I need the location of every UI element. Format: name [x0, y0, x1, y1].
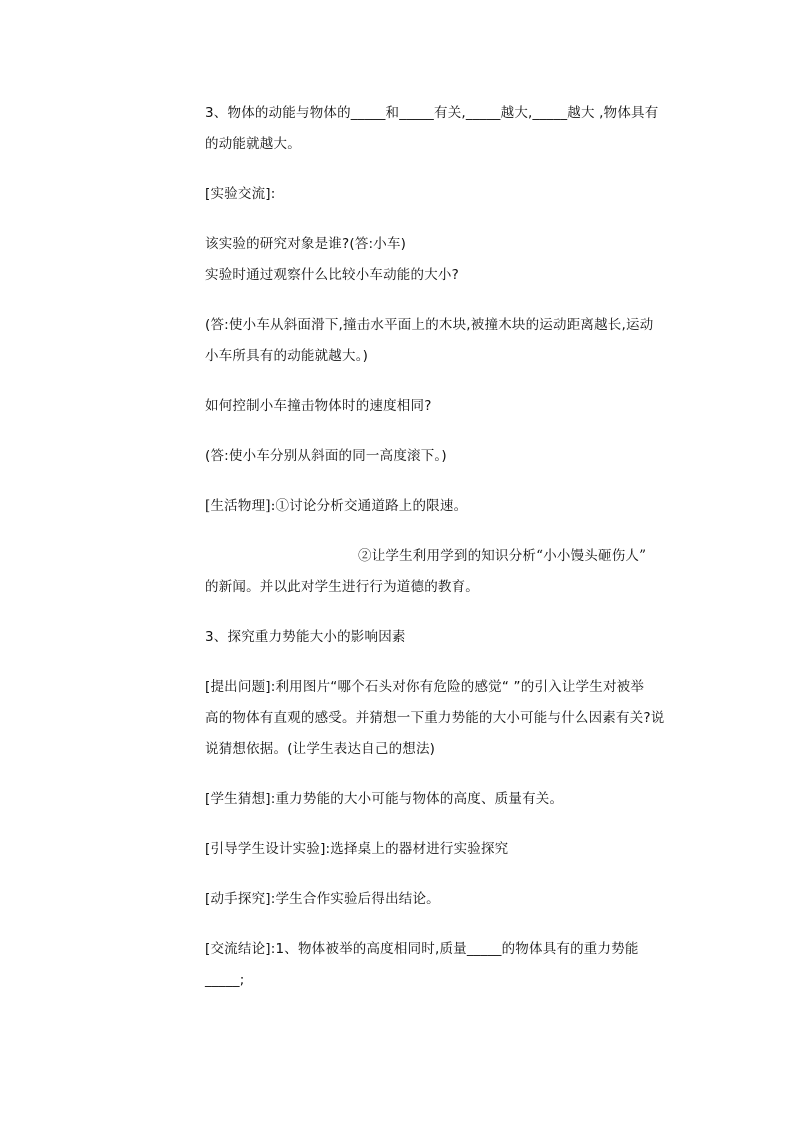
exchange-conclusion-cont: _____;	[205, 972, 245, 988]
guide-design-experiment: [引导学生设计实验]:选择桌上的器材进行实验探究	[205, 841, 509, 857]
kinetic-energy-question-cont: 的动能就越大。	[205, 136, 301, 152]
raise-question: [提出问题]:利用图片“哪个石头对你有危险的感觉“ ”的引入让学生对被举	[205, 679, 645, 695]
answer-control-speed: (答:使小车分别从斜面的同一高度滚下。)	[205, 448, 447, 464]
section-heading-experiment-exchange: [实验交流]:	[205, 186, 276, 202]
question-observation: 实验时通过观察什么比较小车动能的大小?	[205, 267, 459, 283]
raise-question-cont-2: 说猜想依据。(让学生表达自己的想法)	[205, 741, 436, 757]
exchange-conclusion: [交流结论]:1、物体被举的高度相同时,质量_____的物体具有的重力势能	[205, 941, 639, 957]
student-guess: [学生猜想]:重力势能的大小可能与物体的高度、质量有关。	[205, 791, 564, 807]
kinetic-energy-question: 3、物体的动能与物体的_____和_____有关,_____越大,_____越大 ,物体具有	[205, 105, 659, 121]
answer-observation-cont: 小车所具有的动能就越大。)	[205, 348, 369, 364]
raise-question-cont-1: 高的物体有直观的感受。并猜想一下重力势能的大小可能与什么因素有关?说	[205, 710, 665, 726]
life-physics-item-2-cont: 的新闻。并以此对学生进行行为道德的教育。	[205, 579, 479, 595]
question-control-speed: 如何控制小车撞击物体时的速度相同?	[205, 398, 432, 414]
section-heading-gravity-potential: 3、探究重力势能大小的影响因素	[205, 629, 406, 645]
question-research-object: 该实验的研究对象是谁?(答:小车)	[205, 236, 407, 252]
section-heading-life-physics: [生活物理]:①讨论分析交通道路上的限速。	[205, 498, 468, 514]
hands-on-explore: [动手探究]:学生合作实验后得出结论。	[205, 891, 440, 907]
life-physics-item-2: ②让学生利用学到的知识分析“小小馒头砸伤人”	[358, 548, 647, 564]
answer-observation: (答:使小车从斜面滑下,撞击水平面上的木块,被撞木块的运动距离越长,运动	[205, 317, 654, 333]
